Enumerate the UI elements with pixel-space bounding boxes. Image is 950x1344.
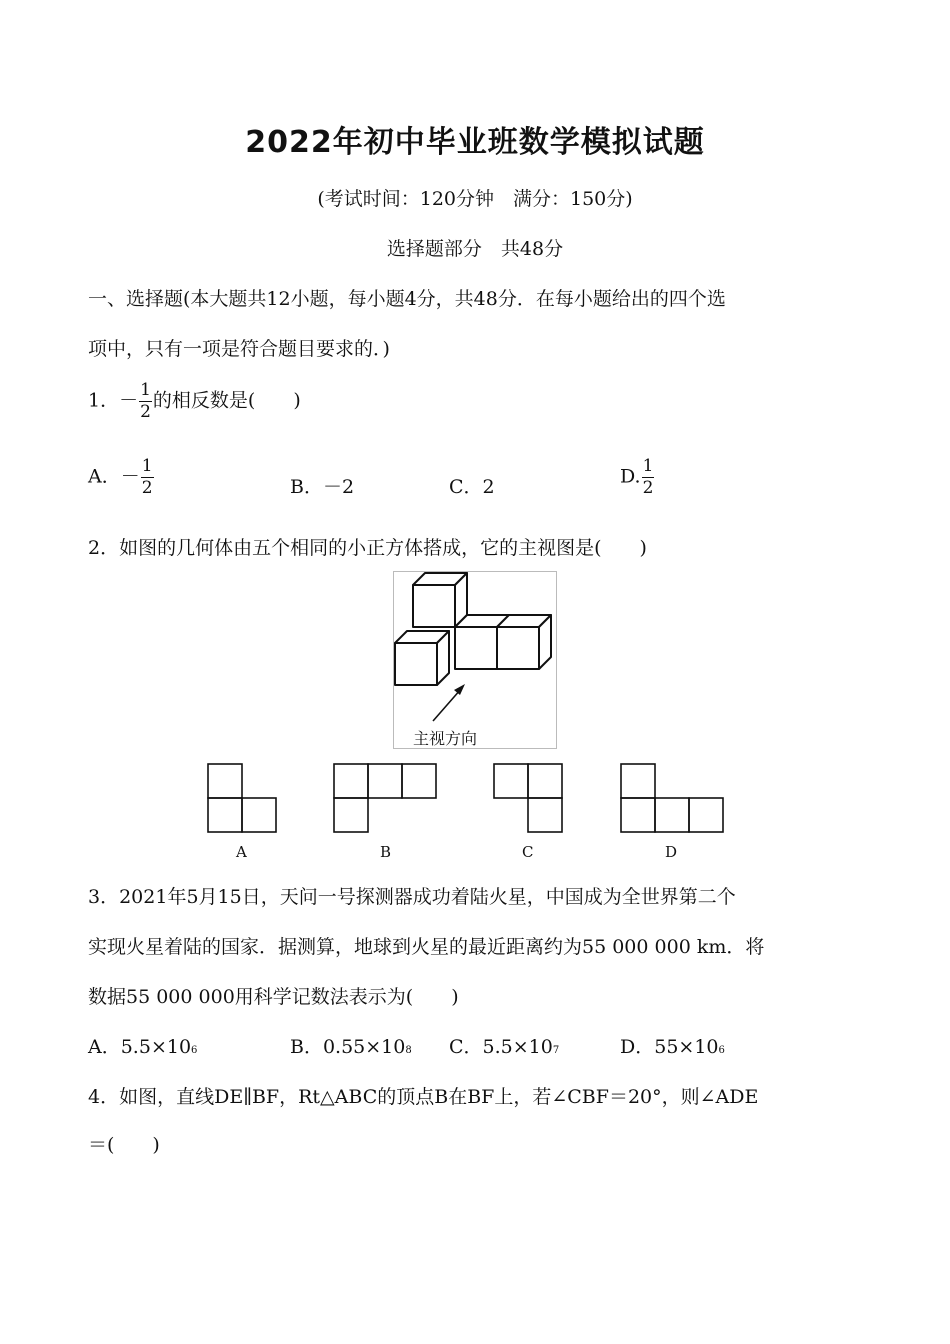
q2-option-d-label: D <box>665 843 678 858</box>
q2-option-b-figure <box>332 762 440 858</box>
q1-option-a-num: 1 <box>141 456 153 476</box>
q3-option-d-base: D．55×10 <box>620 1036 719 1058</box>
front-cube-front <box>395 643 437 685</box>
q2-option-c-figure <box>492 762 568 858</box>
q3-option-b <box>290 1032 412 1059</box>
q1-option-a <box>88 458 155 497</box>
q1-option-a-fraction <box>141 458 154 497</box>
q3-option-d <box>620 1032 725 1059</box>
q3-option-b-exp: 8 <box>405 1045 412 1056</box>
view-direction-caption: 主视方向 <box>413 729 478 748</box>
q1-option-c: C．2 <box>449 476 495 498</box>
arrow-head <box>454 684 465 695</box>
q1-frac-num: 1 <box>140 380 151 400</box>
q3-option-a-exp: 6 <box>191 1045 198 1056</box>
q3-option-b-base: B．0.55×10 <box>290 1036 406 1058</box>
q3-option-c-base: C．5.5×10 <box>449 1036 553 1058</box>
q1-option-a-den: 2 <box>141 478 153 498</box>
q3-option-c-exp: 7 <box>552 1045 560 1056</box>
q2-option-d-figure <box>619 762 727 858</box>
view-direction-arrow <box>433 689 461 721</box>
question-3-line-3: 数据55 000 000用科学记数法表示为( ) <box>88 986 459 1008</box>
instructions-line-2: 项中，只有一项是符合题目要求的．) <box>88 338 390 360</box>
q1-option-a-prefix: A．－ <box>88 465 140 488</box>
q3-option-a-base: A．5.5×10 <box>88 1036 192 1058</box>
q1-option-d-prefix: D. <box>620 465 641 488</box>
q2-option-c-label: C <box>522 843 534 858</box>
instructions-line-1: 一、选择题(本大题共12小题，每小题4分，共48分．在每小题给出的四个选 <box>88 288 726 310</box>
q1-frac-den: 2 <box>140 402 151 422</box>
section-heading: 选择题部分 共48分 <box>386 238 564 260</box>
q1-prefix: 1．－ <box>88 389 139 412</box>
q3-option-c <box>449 1032 559 1059</box>
q2-option-b-label: B <box>380 843 392 858</box>
exam-info: (考试时间：120分钟 满分：150分) <box>317 188 633 210</box>
q1-option-d <box>620 458 655 497</box>
page-title: 2022年初中毕业班数学模拟试题 <box>245 125 705 160</box>
top-cube-front <box>413 585 455 627</box>
q1-option-d-num: 1 <box>642 456 654 476</box>
question-1 <box>88 382 301 421</box>
q2-cube-figure <box>393 571 557 749</box>
q2-option-a-figure <box>205 762 281 858</box>
q3-option-a <box>88 1032 197 1059</box>
q1-option-d-den: 2 <box>642 478 654 498</box>
question-3-line-1: 3．2021年5月15日，天问一号探测器成功着陆火星，中国成为全世界第二个 <box>88 886 736 908</box>
question-4-line-2: ＝( ) <box>88 1134 160 1156</box>
q1-fraction <box>139 382 152 421</box>
q1-option-d-fraction <box>642 458 655 497</box>
question-3-line-2: 实现火星着陆的国家．据测算，地球到火星的最近距离约为55 000 000 km．将 <box>88 936 765 958</box>
q1-option-b: B．－2 <box>290 476 355 498</box>
question-4-line-1: 4．如图，直线DE∥BF，Rt△ABC的顶点B在BF上，若∠CBF＝20°，则∠ADE <box>88 1086 759 1108</box>
question-2: 2．如图的几何体由五个相同的小正方体搭成，它的主视图是( ) <box>88 537 647 559</box>
q1-suffix: 的相反数是( ) <box>152 389 301 412</box>
q3-option-d-exp: 6 <box>718 1045 725 1056</box>
q2-option-a-label: A <box>236 843 247 858</box>
